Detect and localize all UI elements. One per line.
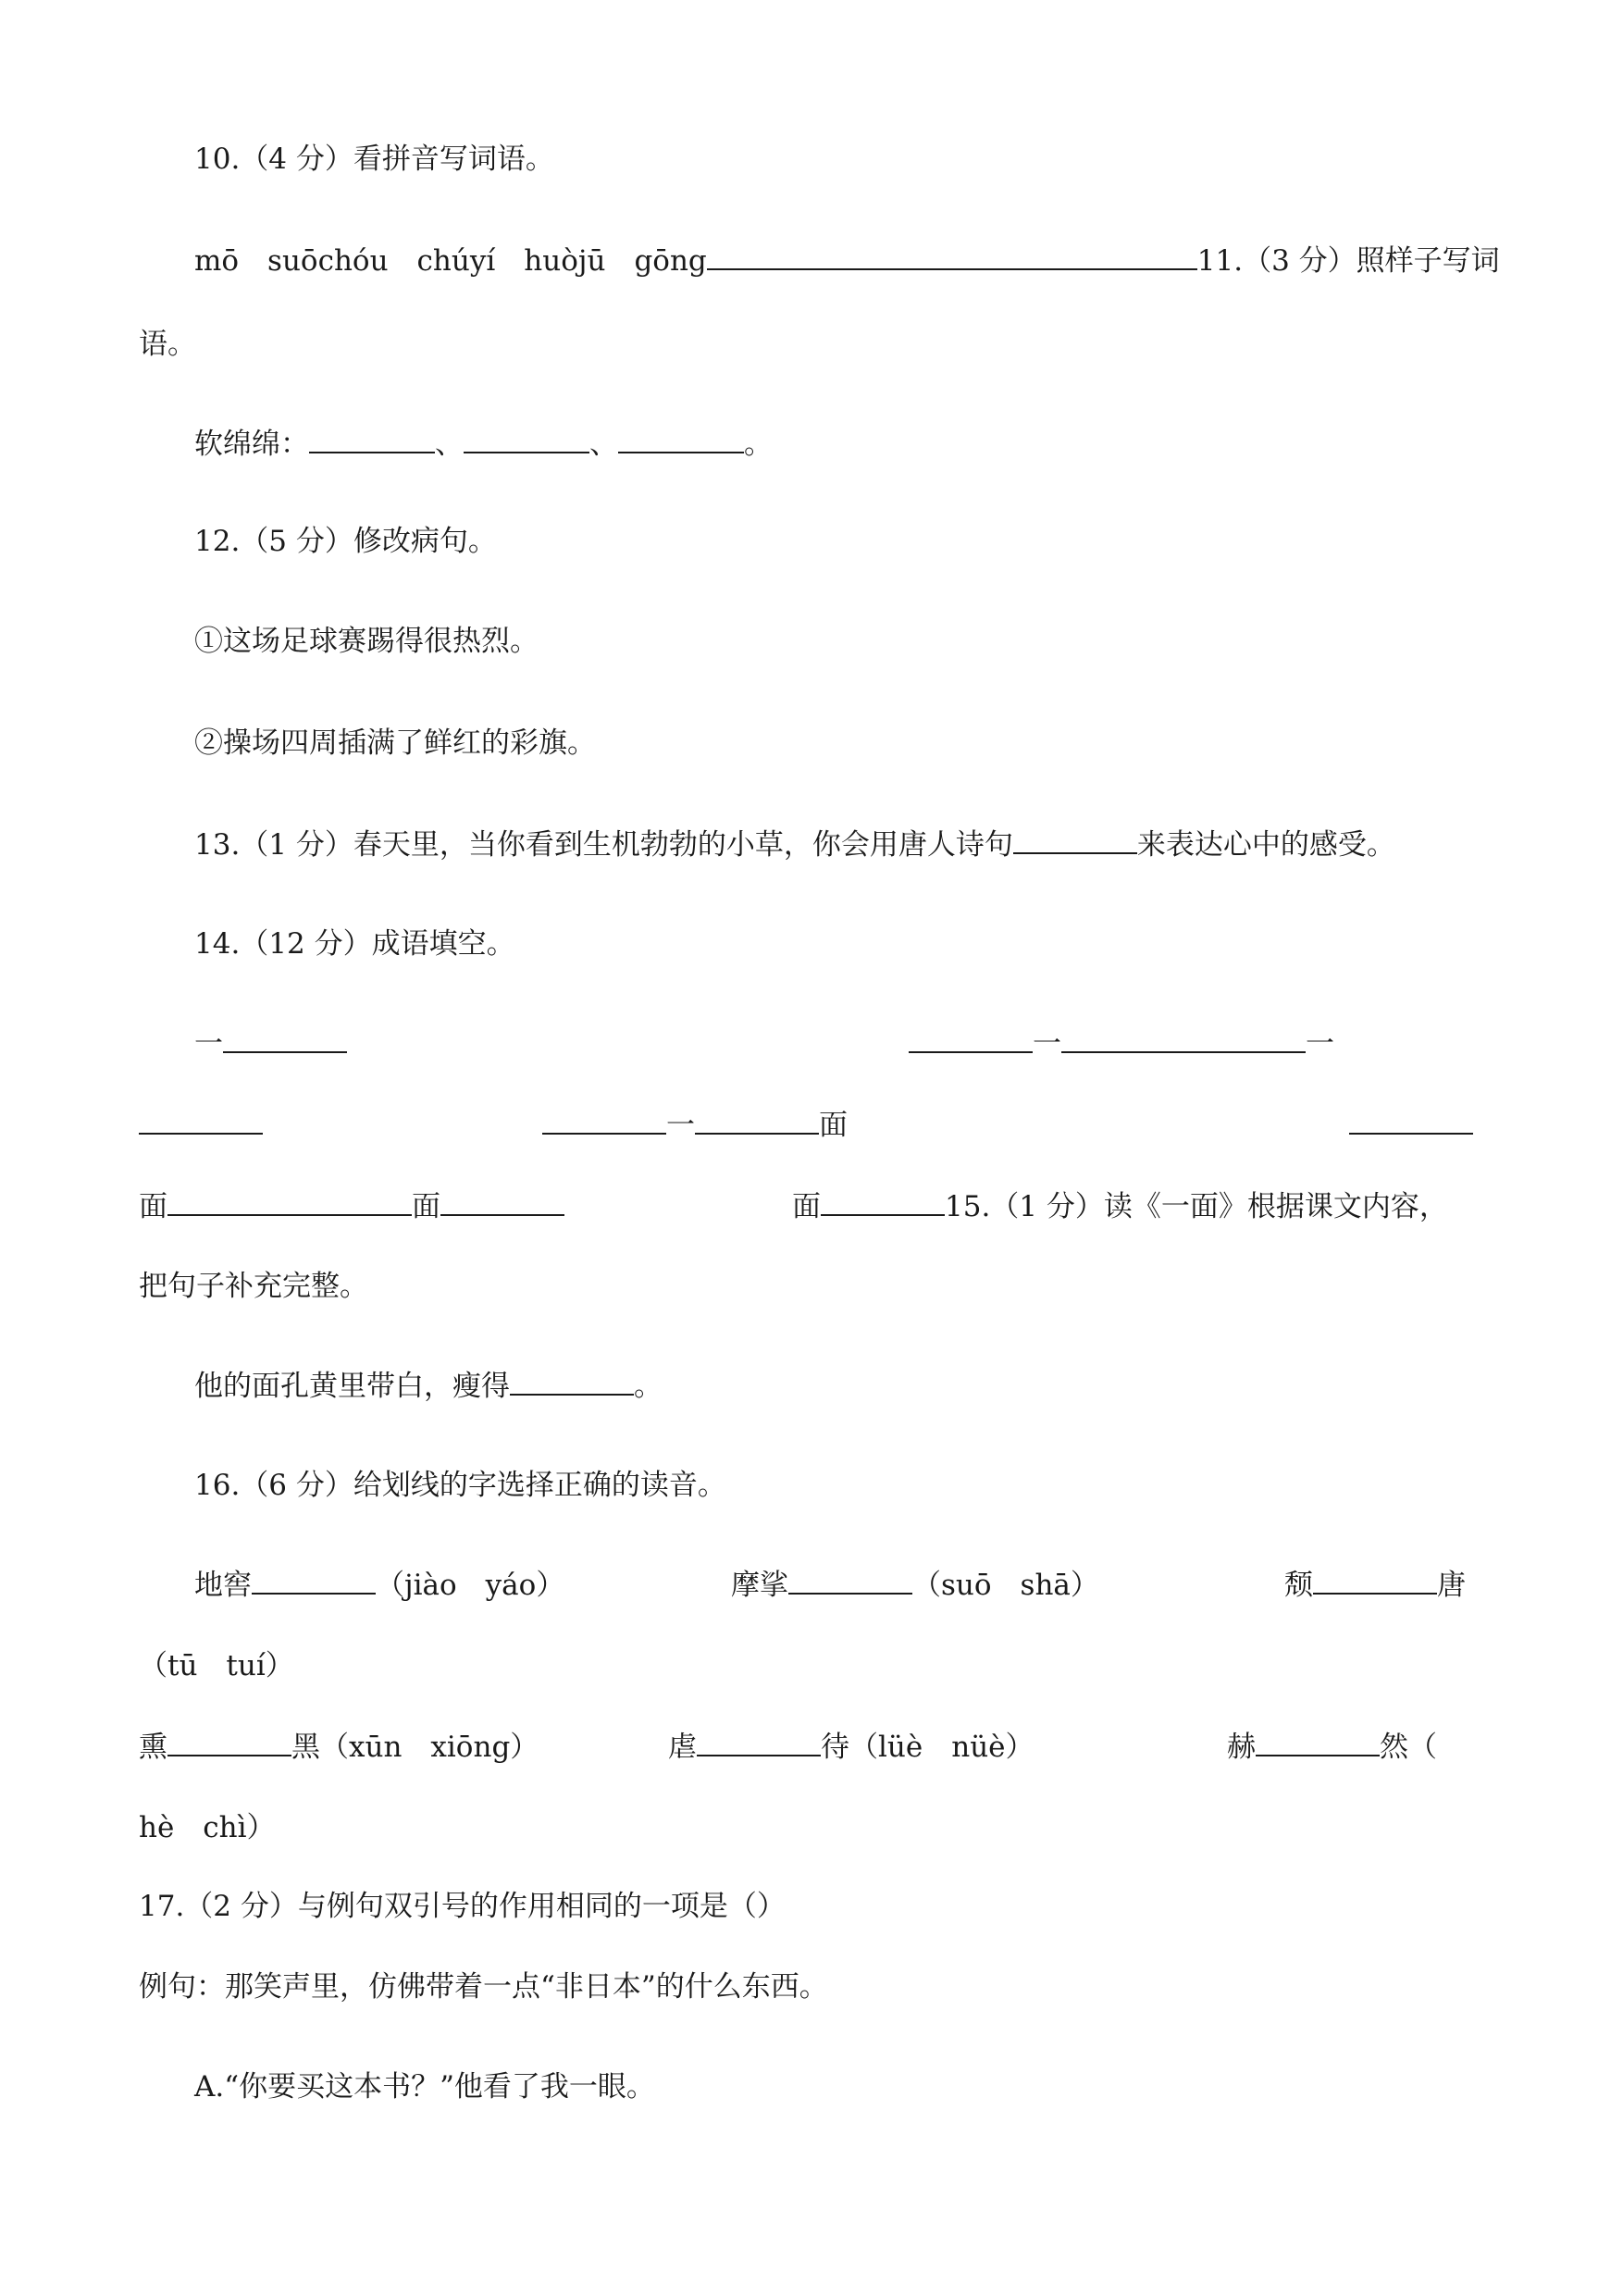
q10-pinyin: mō suōchóu chúyí huòjū gōng <box>194 244 707 278</box>
q16-title: 16.（6 分）给划线的字选择正确的读音。 <box>194 1469 726 1502</box>
q14-idiom-5 <box>1349 1107 1473 1144</box>
q11-end: 。 <box>744 428 773 461</box>
q14-blank[interactable] <box>909 1027 1033 1053</box>
q14-blank[interactable] <box>695 1109 819 1135</box>
q13-question-end: 来表达心中的感受。 <box>1136 828 1395 862</box>
q16-blank[interactable] <box>252 1569 376 1595</box>
q14-char: 面 <box>819 1109 848 1142</box>
q16-word: 然（ <box>1380 1731 1437 1764</box>
q16-blank[interactable] <box>788 1569 912 1595</box>
q13-blank[interactable] <box>1013 828 1137 854</box>
q11-sep-2: 、 <box>589 428 618 461</box>
q16-item-1 <box>194 1567 564 1604</box>
q16-item-4 <box>139 1729 539 1766</box>
q14-blank[interactable] <box>821 1190 945 1216</box>
q17-option-a[interactable]: A.“你要买这本书？”他看了我一眼。 <box>194 2070 655 2104</box>
q15-blank[interactable] <box>510 1370 634 1396</box>
q16-pinyin-options: 黑（xūn xiōng） <box>291 1731 539 1764</box>
q15-sentence: 他的面孔黄里带白，瘦得 <box>194 1370 510 1403</box>
q15-sentence-row <box>194 1368 663 1405</box>
q14-idiom-4 <box>542 1107 848 1144</box>
q14-char: 一 <box>194 1027 223 1061</box>
q16-word: 熏 <box>139 1731 167 1764</box>
q14-char: 一 <box>1033 1027 1061 1061</box>
q16-item-6-options: hè chì） <box>139 1811 276 1844</box>
q16-word: 唐 <box>1437 1569 1466 1602</box>
q11-blank-3[interactable] <box>618 428 744 453</box>
q14-char: 面 <box>412 1190 440 1223</box>
q11-sep-1: 、 <box>435 428 464 461</box>
q13-row <box>194 826 1395 863</box>
q11-title-cont: 语。 <box>139 328 196 361</box>
q17-title: 17.（2 分）与例句双引号的作用相同的一项是（） <box>139 1890 786 1923</box>
q16-blank[interactable] <box>167 1731 291 1756</box>
q14-blank[interactable] <box>542 1109 666 1135</box>
q11-example: 软绵绵： <box>194 428 309 461</box>
q14-idiom-6 <box>139 1188 564 1225</box>
q12-sentence-1: ①这场足球赛踢得很热烈。 <box>194 625 539 658</box>
q14-idiom-3 <box>139 1107 263 1144</box>
q14-q15-row <box>792 1188 1448 1225</box>
q16-pinyin-options: （suō shā） <box>912 1569 1099 1602</box>
q16-item-5 <box>668 1729 1035 1766</box>
q16-pinyin-options: 待（lüè nüè） <box>821 1731 1035 1764</box>
q16-word: 赫 <box>1227 1731 1256 1764</box>
q11-blank-2[interactable] <box>464 428 589 453</box>
q11-title: 11.（3 分）照样子写词 <box>1196 244 1500 278</box>
q10-title: 10.（4 分）看拼音写词语。 <box>194 143 554 176</box>
q16-blank[interactable] <box>1313 1569 1437 1595</box>
q16-word: 虐 <box>668 1731 697 1764</box>
q14-title: 14.（12 分）成语填空。 <box>194 927 515 961</box>
q11-blank-1[interactable] <box>309 428 435 453</box>
q14-char: 一 <box>1306 1027 1334 1061</box>
q16-item-6 <box>1227 1729 1437 1766</box>
q16-word: 摩挲 <box>731 1569 788 1602</box>
q16-blank[interactable] <box>697 1731 821 1756</box>
q16-item-2 <box>731 1567 1099 1604</box>
q14-blank[interactable] <box>440 1190 564 1216</box>
q16-item-3 <box>1284 1567 1466 1604</box>
q14-blank[interactable] <box>1349 1109 1473 1135</box>
q16-pinyin-options: （jiào yáo） <box>376 1569 565 1602</box>
q14-blank[interactable] <box>1061 1027 1306 1053</box>
q14-blank[interactable] <box>139 1109 263 1135</box>
q14-char: 一 <box>666 1109 695 1142</box>
q16-item-3-options: （tū tuí） <box>139 1649 294 1682</box>
q16-word: 地窖 <box>194 1569 252 1602</box>
q10-answer-blank[interactable] <box>707 244 1197 270</box>
q15-title: 15.（1 分）读《一面》根据课文内容， <box>945 1190 1448 1223</box>
q14-char: 面 <box>792 1190 821 1223</box>
q14-blank[interactable] <box>167 1190 412 1216</box>
q14-blank[interactable] <box>223 1027 347 1053</box>
q16-word: 颓 <box>1284 1569 1313 1602</box>
q15-title-cont: 把句子补充完整。 <box>139 1270 368 1303</box>
q16-blank[interactable] <box>1256 1731 1380 1756</box>
q12-title: 12.（5 分）修改病句。 <box>194 525 497 558</box>
q12-sentence-2: ②操场四周插满了鲜红的彩旗。 <box>194 726 596 760</box>
q15-end: 。 <box>634 1370 663 1403</box>
q14-idiom-1 <box>194 1025 347 1062</box>
q14-char: 面 <box>139 1190 167 1223</box>
q13-question: 13.（1 分）春天里，当你看到生机勃勃的小草，你会用唐人诗句 <box>194 828 1013 862</box>
q14-idiom-2 <box>909 1025 1334 1062</box>
q10-pinyin-row <box>194 242 1500 279</box>
q11-example-row <box>194 426 773 463</box>
q17-example: 例句：那笑声里，仿佛带着一点“非日本”的什么东西。 <box>139 1970 828 2004</box>
